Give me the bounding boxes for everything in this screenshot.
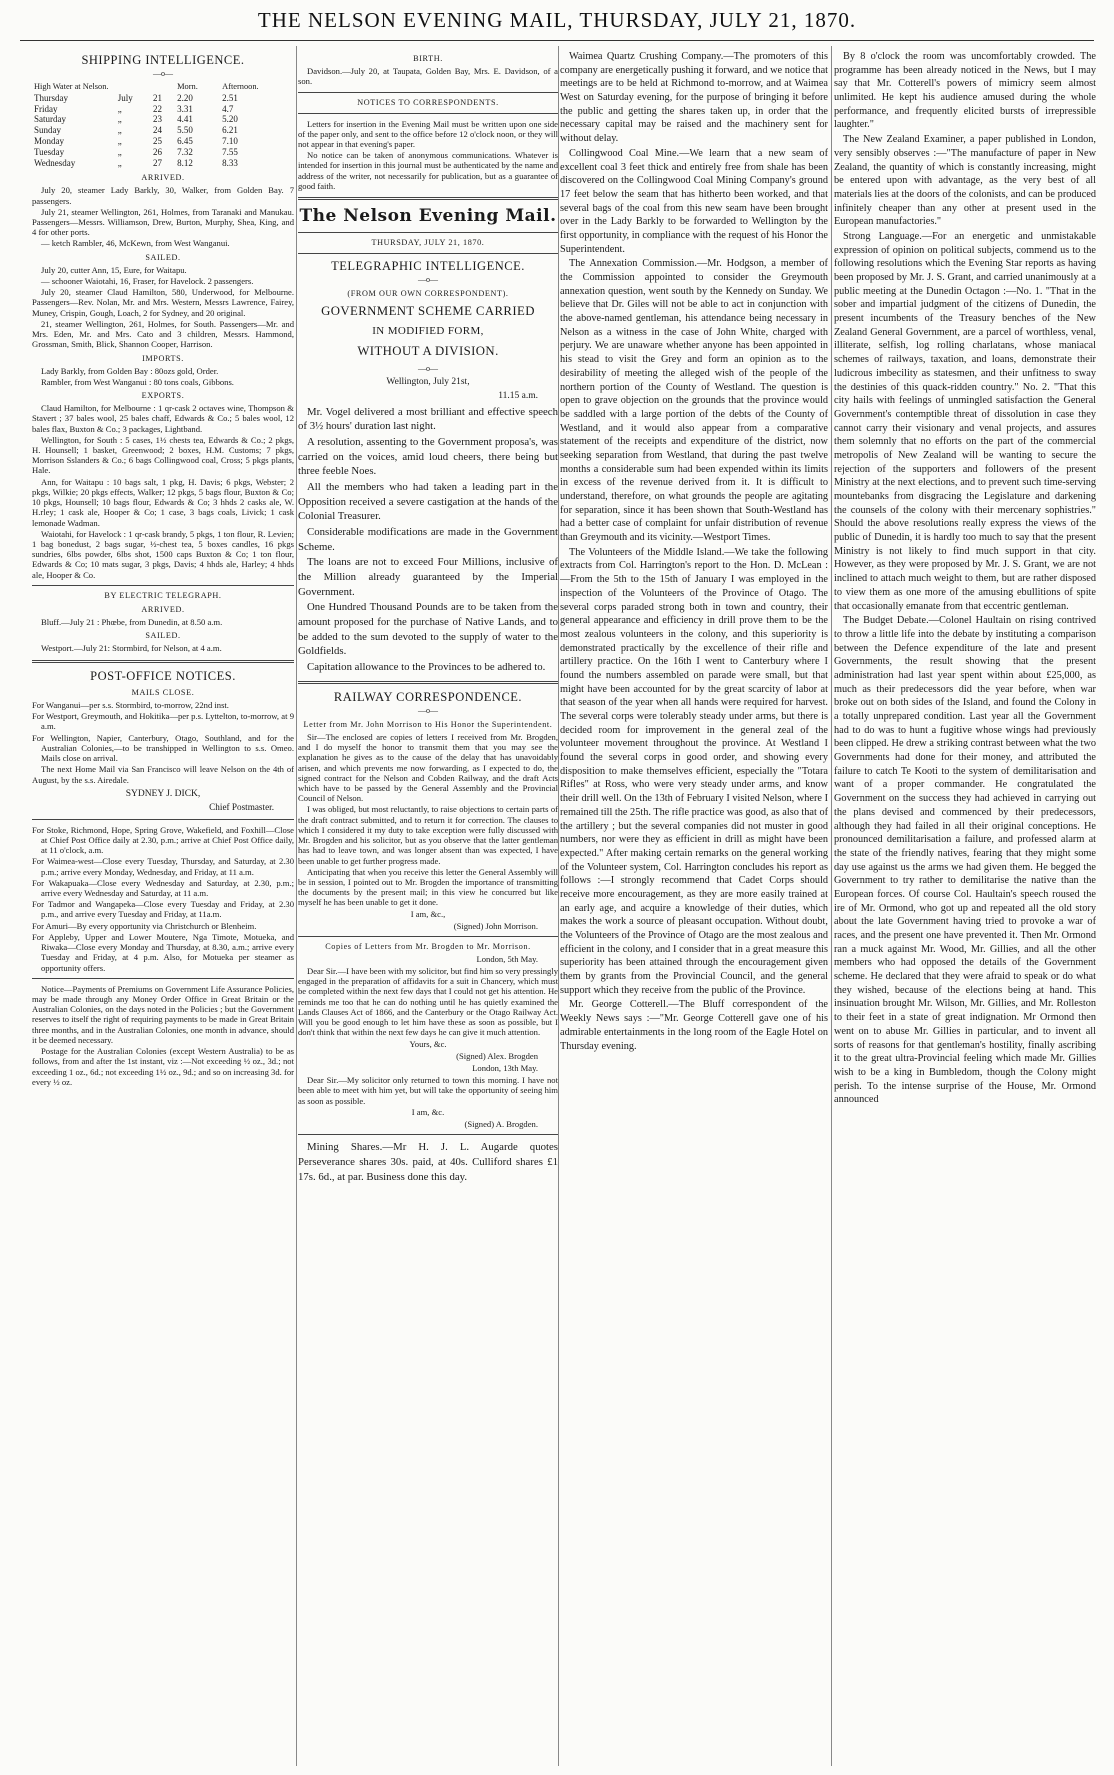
sailed-label: SAILED. (145, 252, 181, 262)
letter-closing: I am, &c., (410, 908, 446, 919)
mail-entry: For Wellington, Napier, Canterbury, Otago, Southland, and for the Australian Colonies,—to be transhipped in Wellington to s.s. Omeo. Mails close on arrival. (32, 732, 294, 764)
sailing-entry: — schooner Waiotahi, 16, Fraser, for Havelock. 2 passengers. (41, 276, 254, 286)
tide-morn: 8.12 (177, 158, 193, 169)
notice-para: No notice can be taken of anonymous communications. Whatever is intended for insertion in this journal must be authenticated by the name and address of the writer, not necessarily for publication, but as a guarantee of good faith. (298, 150, 558, 191)
letter-signature: (Signed) A. Brogden. (464, 1119, 538, 1130)
letter-closing: Yours, &c. (409, 1038, 447, 1049)
birth-label: BIRTH. (413, 54, 443, 63)
headline: IN MODIFIED FORM, (372, 325, 484, 338)
tel-sailed-label: SAILED. (145, 631, 181, 641)
tide-day: Tuesday (34, 147, 65, 158)
tide-row (32, 104, 294, 115)
tide-day: Wednesday (34, 158, 76, 169)
postmaster-name: SYDNEY J. DICK, (125, 788, 201, 799)
country-mail: For Appleby, Upper and Lower Moutere, Nga Timote, Motueka, and Riwaka—Close every Monday and Thursday, at 8.30, a.m.; arrive every Tuesday and Friday, at 4 p.m. Also, for Motueka per steamer as opportunity offers. (32, 931, 294, 973)
postmaster-title: Chief Postmaster. (209, 802, 274, 813)
country-mail: For Amuri—By every opportunity via Christchurch or Blenheim. (32, 920, 257, 931)
news-para: Collingwood Coal Mine.—We learn that a new seam of excellent coal 3 feet thick and entirely free from shale has been discovered on the Collingwood Coal Mining Company's ground 17 feet below the seam that has hitherto been worked, and that several bags of the coal from this new seam have been brought over in the Lady Barkly to be forwarded to Wellington by the first opportunity, in compliance with the request of his Honor the Superintendent. (560, 147, 828, 255)
letter-para: Dear Sir.—My solicitor only returned to town this morning. I have not been able to meet with him yet, but will take the opportunity of seeing him as soon as possible. (298, 1075, 558, 1106)
tide-afternoon: 8.33 (222, 158, 238, 169)
telegram-para: Capitation allowance to the Provinces to be adhered to. (307, 660, 546, 673)
tide-month: „ (117, 158, 122, 169)
column-divider (296, 46, 297, 1766)
letter-para: Anticipating that when you receive this letter the General Assembly will be in session, I pointed out to Mr. Brogden the importance of transmitting the documents by the present mail; in this view he concurred but like myself he has been unable to get it done. (298, 866, 558, 908)
section-rule (298, 197, 558, 200)
telegram-para: Considerable modifications are made in the Government Scheme. (298, 525, 558, 553)
mails-close-label: MAILS CLOSE. (131, 687, 195, 697)
tide-header: High Water at Nelson. (34, 82, 109, 92)
imports-label: IMPORTS. (142, 353, 184, 363)
tide-morn: 6.45 (177, 136, 193, 147)
country-mail: For Tadmor and Wangapeka—Close every Tuesday and Friday, at 2.30 p.m., and arrive every Tuesday and Friday, at 11a.m. (32, 899, 294, 920)
column-4 (834, 50, 1096, 1765)
tel-arrived-label: ARRIVED. (141, 604, 185, 614)
tide-afternoon: 4.7 (222, 103, 234, 114)
exports-label: EXPORTS. (141, 391, 185, 401)
tide-afternoon: 7.55 (222, 147, 238, 158)
tide-header: Afternoon. (222, 82, 259, 92)
section-rule (32, 585, 294, 586)
tide-morn: 7.32 (177, 147, 193, 158)
masthead-rule (20, 40, 1094, 41)
news-para: The New Zealand Examiner, a paper published in London, very sensibly observes :—"The manufacture of paper in New Zealand, the quantity of which is constantly increasing, might be entered upon with advantage, as the very best of all materials lies at the doors of the colonists, and can be produced infinitely cheaper than any other at present used in the European manufactories." (834, 134, 1096, 228)
column-1 (32, 50, 294, 1765)
column-divider (831, 46, 832, 1766)
tide-afternoon: 2.51 (222, 92, 238, 103)
export-entry: Waiotahi, for Havelock : 1 qr-cask brandy, 5 pkgs, 1 ton flour, R. Levien; 1 bag bonedust, 2 bags sugar, ½-chest tea, 5 boxes candles, 16 pkgs sundries, 6lbs powder, 6lbs shot, 1500 caps Buxton & Co; 1 ton flour, Edwards & Co; 10 mats sugar, 3 pkgs, Davis; 4 hhds ale, Harley; 4 hhds ale, Hooper & Co. (32, 528, 294, 580)
section-rule (298, 232, 558, 233)
headline: WITHOUT A DIVISION. (357, 343, 499, 358)
tide-afternoon: 7.10 (222, 136, 238, 147)
sailing-entry: July 20, cutter Ann, 15, Eure, for Waitapu. (41, 264, 187, 275)
export-entry: Ann, for Waitapu : 10 bags salt, 1 pkg, H. Davis; 6 pkgs, Webster; 2 pkgs, Wilkie; 20 pkgs effects, Walker; 12 pkgs, 5 bags flour, Buxton & Co; 10 pkgs, Hounsell; 10 bags flour, Edwards & Co; 3 hhds 2 casks ale, W. H.rley; 1 cask ale, Hooper & Co; 1 case, 3 bags coals, Livick; 1 cask lemonade Wadman. (32, 476, 294, 528)
letter-date: London, 5th May. (476, 953, 538, 964)
telegram-para: The loans are not to exceed Four Millions, inclusive of the Million already guaranteed by the Imperial Government. (298, 556, 558, 598)
tide-date: 23 (152, 114, 162, 125)
section-rule (32, 819, 294, 820)
mail-entry: For Wanganui—per s.s. Stormbird, to-morrow, 22nd inst. (32, 699, 229, 710)
tel-sailed: Westport.—July 21: Stormbird, for Nelson, at 4 a.m. (41, 643, 222, 654)
postoffice-title: POST-OFFICE NOTICES. (90, 668, 236, 683)
tide-afternoon: 6.21 (222, 125, 238, 136)
tide-date: 26 (152, 147, 162, 158)
railway-title: RAILWAY CORRESPONDENCE. (333, 689, 523, 704)
ornament: —o— (153, 69, 173, 79)
section-rule (298, 1134, 558, 1135)
tel-arrived: Bluff.—July 21 : Phœbe, from Dunedin, at 8.50 a.m. (41, 617, 223, 627)
tide-morn: 4.41 (177, 114, 193, 125)
tide-morn: 5.50 (177, 125, 193, 136)
masthead: THE NELSON EVENING MAIL, THURSDAY, JULY 21, 1870. (257, 8, 857, 32)
telegraphic-title: TELEGRAPHIC INTELLIGENCE. (331, 259, 525, 274)
telegram-para: Mr. Vogel delivered a most brilliant and effective speech of 3½ hours' duration last night. (298, 405, 558, 433)
letter-closing: I am, &c. (411, 1106, 445, 1117)
mail-entry: The next Home Mail via San Francisco will leave Nelson on the 4th of August, by the s.s. Airedale. (32, 764, 294, 785)
letter-para: Sir—The enclosed are copies of letters I received from Mr. Brogden, and I do myself the honor to transmit them that you may see the explanation he gives as to the cause of the delay that has unavoidably arisen, and which prevents me now forwarding, as I expected to do, the signed contract for the Nelson and Cobden Railway, and the draft Acts which have to be passed by the General Assembly and the Provincial Council of Nelson. (298, 731, 558, 804)
letter-para: Dear Sir.—I have been with my solicitor, but find him so very pressingly engaged in the preparation of affidavits for a suit in Chancery, which must be completed within the next few days that I could not get his attention. He reminds me too that he can do nothing until he has quietly examined the Lands Clauses Act of 1866, and the Canterbury or the Otago Railway Act. Will you be good enough to let him have these as soon as possible, but I don't think that within the next few days he can give it much attention. (298, 966, 558, 1038)
news-para: Mr. George Cotterell.—The Bluff correspondent of the Weekly News says :—"Mr. George Cotterell gave one of his admirable entertainments in the long room of the Eagle Hotel on Thursday evening. (560, 999, 828, 1052)
tide-day: Friday (34, 103, 58, 114)
section-rule (298, 681, 558, 684)
country-mail: For Wakapuaka—Close every Wednesday and Saturday, at 2.30, p.m.; arrive every Wednesday and Saturday, at 11 a.m. (32, 877, 294, 899)
section-rule (298, 92, 558, 93)
tide-month: „ (117, 147, 122, 158)
sailing-entry: July 20, steamer Claud Hamilton, 580, Underwood, for Melbourne. Passengers—Rev. Nolan, Mr. and Mrs. Western, Messrs Lawrence, Fairey, Muney, Crispin, Gough, Loach, 2 for Sydney, and 20 original. (32, 287, 294, 318)
column-3 (560, 50, 828, 1765)
tide-afternoon: 5.20 (222, 114, 238, 125)
tide-row (32, 114, 294, 125)
tide-month: „ (117, 114, 122, 125)
own-correspondent: (FROM OUR OWN CORRESPONDENT). (347, 289, 509, 299)
telegram-para: A resolution, assenting to the Government proposa's, was carried on the voices, amid loud cheers, there being but three feeble Noes. (298, 435, 558, 478)
tide-month: „ (117, 125, 122, 136)
tide-date: 24 (152, 125, 162, 136)
tide-row (32, 136, 294, 147)
tide-date: 22 (152, 103, 162, 114)
country-mail: For Waimea-west—Close every Tuesday, Thursday, and Saturday, at 2.30 p.m.; arrive every Monday, Wednesday, and Friday, at 11 a.m. (32, 856, 294, 877)
tide-date: 25 (152, 136, 162, 147)
news-para: The Budget Debate.—Colonel Haultain on rising contrived to throw a little life into the debate by instituting a comparison between the Defence expenditure of the late and present Governments, the result showing that the present administration had last year spent within about £25,000, as much as their predecessors did the year before, when war broke out on both sides of the Island, and found the Colony in a totally unprepared condition. Last year all the Government had to do was to hunt a fugitive whose wings had previously been clipped. He drew a striking contrast between what the two Governments had done for their money, and attributed the failure to catch Te Kooti to the system of demilitarisation and want of a proper commander. He congratulated the Government on the success they had achieved in carrying out the plans devised and commenced by their predecessors, although they had failed in all their original conceptions. He pronounced demilitarisation a failure, and professed alarm at the state of the friendly natives, fearing that they might some day use against us the arms we had given them. He begged the Government to try rather to demilitarise the native than the European forces. Of course Col. Haultain's speech roused the ire of Mr. Ormond, who got up and repeated all the old story about the late Government having tried to provoke a war of races, and the present one have prevented it. Then Mr. Ormond ran a muck against Mr. Wood, Mr. Gillies, and all the other members who had opposed the details of the Government scheme. He declared that they were afraid to speak or do what they wished, because of the elections being at hand. This insinuation brought Mr. Wilson, Mr. Gillies, and Mr. Rolleston to their feet in a state of great indignation. Mr Ormond then went on to abuse Mr. Gillies in particular, and to invent all sorts of reasons for that gentleman's hostility, finally ascribing it to the great ultra-Provincial feeling which made Mr. Gillies wish to be a king in Bumbledom, though the Colony might perish. To the intense surprise of the House, Mr. Ormond announced (834, 615, 1096, 1106)
tide-month: „ (117, 136, 122, 147)
dateline: THURSDAY, JULY 21, 1870. (371, 238, 485, 248)
import-entry: Lady Barkly, from Golden Bay : 80ozs gold, Order. (41, 365, 219, 376)
tide-day: Sunday (34, 125, 61, 136)
headline: GOVERNMENT SCHEME CARRIED (321, 304, 535, 319)
tide-date: 21 (152, 92, 162, 103)
news-para: The Volunteers of the Middle Island.—We take the following extracts from Col. Harrington's report to the Hon. D. McLean :—From the 5th to the 15th of January I was employed in the inspection of the Volunteers of the Province of Otago. The several corps paraded strong both in town and country, their general appearance and efficiency in drill prove them to be the most zealous volunteers in the colony, and this superiority is demonstrated practically by the excellence of their rifle and artillery practice. On the 16th I went to Canterbury where I found the numbers assembled on parade were small, but that might have been accounted for by the great scarcity of labor at that season of the year when all hands were required for harvest. The several corps were tolerably steady under arms, but there is decided room for improvement in the general zeal of the volunteer movement throughout the province. At Westland I found the several corps in good order, and showing every disposition to make themselves efficient, especially the "Totara Rifles" at Ross, who were very steady under arms, and know their drill well. On the 13th of February I visited Nelson, where I remained till the 25th. The rifle practice was good, as also that of the artillery ; but the several companies did not muster in good numbers, nor were they as efficient in drill as might have been expected." After making certain remarks on the general working of the Volunteer system, Col. Harrington concludes his report as follows :—I strongly recommend that Cadet Corps should receive more encouragement, as they are more easily trained at an early age, and acquire a knowledge of their duties, which makes the work a source of pleasant occupation. Without doubt, the Volunteers of the Province of Otago are the most zealous and efficient in the colony, and I consider that in a great measure this superiority has been attained through the encouragement given them by grants from the Provincial Council, and the general support which they receive from the public of the Province. (560, 546, 828, 996)
arrival-entry: July 20, steamer Lady Barkly, 30, Walker, from Golden Bay. 7 passengers. (32, 185, 294, 206)
assurance-notice: Notice—Payments of Premiums on Government Life Assurance Policies, may be made through any Money Order Office in Great Britain or the Australian Colonies, on the days noted in the Policies ; but the Government reserves to itself the right of requiring payments to be made in Great Britain three months, and in the Australian Colonies, one month in advance, should it be deemed necessary. (32, 983, 294, 1045)
sailing-entry: 21, steamer Wellington, 261, Holmes, for South. Passengers—Mr. and Mrs. Eden, Mr. and Mrs. Cato and 3 children, Messrs. Hammond, Grossman, Smith, Blick, Shannon Cooper, Harrison. (32, 318, 294, 350)
tide-row (32, 147, 294, 158)
arrival-entry: July 21, steamer Wellington, 261, Holmes, from Taranaki and Manukau. Passengers—Messrs. Williamson, Drew, Burton, Murphy, Shea, King, and 4 for other ports. (32, 206, 294, 238)
place: Wellington, July 21st, (386, 377, 470, 388)
section-rule (298, 936, 558, 937)
section-rule (32, 660, 294, 663)
tide-header: Morn. (177, 82, 198, 92)
tide-day: Thursday (34, 92, 68, 103)
arrival-entry: — ketch Rambler, 46, McKewn, from West Wanganui. (41, 238, 230, 249)
mining-shares: Mining Shares.—Mr H. J. L. Augarde quotes Perseverance shares 30s. paid, at 40s. Culliford shares £1 17s. 6d., at par. Business done this day. (298, 1141, 558, 1183)
section-rule (298, 253, 558, 254)
telegram-para: All the members who had taken a leading part in the Opposition received a severe castigation at the hands of the Colonial Treasurer. (298, 480, 558, 523)
mail-entry: For Westport, Greymouth, and Hokitika—per p.s. Lyttelton, to-morrow, at 9 a.m. (32, 711, 294, 732)
news-para: Waimea Quartz Crushing Company.—The promoters of this company are energetically pushing it forward, and we notice that meetings are to be held at Richmond to-morrow, and at Waimea West on Saturday evening, for the purpose of bringing it before the public and getting the shares taken up, in order that the necessary capital may be raised and the machinery sent for without delay. (560, 51, 828, 145)
country-mail: For Stoke, Richmond, Hope, Spring Grove, Wakefield, and Foxhill—Close at Chief Post Office daily at 2.30, p.m.; arrive at Chief Post Office daily, at 11 o'clock, a.m. (32, 824, 294, 856)
tide-day: Monday (34, 136, 64, 147)
tide-row (32, 93, 294, 104)
tide-date: 27 (152, 158, 162, 169)
export-entry: Wellington, for South : 5 cases, 1½ chests tea, Edwards & Co.; 2 pkgs, H. Hounsell; 1 basket, Greenwood; 2 boxes, H.M. Customs; 7 pkgs, Morrison Sslanders & Co.; 6 bags Collingwood coal, Cross; 5 pkgs plants, Hale. (32, 434, 294, 476)
ornament: —o— (418, 364, 438, 374)
letter-signature: (Signed) John Morrison. (453, 920, 538, 931)
telegraph-title: BY ELECTRIC TELEGRAPH. (104, 590, 222, 600)
letter-from: Letter from Mr. John Morrison to His Honor the Superintendent. (303, 719, 553, 729)
news-para: Strong Language.—For an energetic and unmistakable expression of opinion on political subjects, commend us to the following resolutions which the Evening Star reports as having been proposed by Mr. J. S. Grant, and carried unanimously at a public meeting at the Dunedin Octagon :—No. 1. "That in the sober and impartial judgment of the citizens of Dunedin, the present incumbents of the Treasury benches of the New Zealand General Government, are a parcel of worthless, venal, illiterate, selfish, log rolling charlatans, whose maniacal schemes of railways, taxation, and loans, demonstrate their ludicrous imbecility as statesmen, and their unfitness to sway the destinies of this quack-ridden country." No. 2. "That this city hails with feelings of unmingled satisfaction the General Government's contemptible threat of dissolution in case they cannot carry their visionary and venal projects, and assures them solemnly that no efforts on the part of the commercial metropolis of New Zealand will be wanting to secure the rejection of the supporters and followers of the present Ministry at the next elections, and to prevent such time-serving mountebanks from disgracing the Legislature and darkening the counsels of the colony with their mercenary sophistries." Should the above resolutions really express the views of the public of Dunedin, it is hardly too much to say that the present Ministry is not likely to find much support in that city. However, as they were proposed by Mr. J. S. Grant, we are not inclined to attach much weight to them, but are rather disposed to view them as one more of the amusing ebullitions of spite that occasionally emanate from that eccentric gentleman. (834, 230, 1096, 612)
news-para: By 8 o'clock the room was uncomfortably crowded. The programme has been already noticed in the News, but I may say that Mr. Cotterell's powers of mimicry seem almost unlimited. He kept his audience amused during the whole performance, and frequently elicited bursts of irrepressible laughter." (834, 51, 1096, 131)
notices-title: NOTICES TO CORRESPONDENTS. (357, 97, 499, 107)
import-entry: Rambler, from West Wanganui : 80 tons coals, Gibbons. (41, 376, 234, 387)
tide-header-row (32, 82, 294, 92)
birth-notice: Davidson.—July 20, at Taupata, Golden Bay, Mrs. E. Davidson, of a son. (298, 66, 558, 87)
letter-para: I was obliged, but most reluctantly, to raise objections to certain parts of the draft contract submitted, and to return it for correction. The clauses to which I considered it my duty to take exception were fully discussed with Mr. Brogden and his solicitor, but as you observe that the latter gentleman has had to leave town, and was longer absent than was expected, I have been unable to get further progress made. (298, 804, 558, 866)
tide-morn: 3.31 (177, 103, 193, 114)
letter-signature: (Signed) Alex. Brogden (456, 1050, 538, 1061)
ornament: —o— (418, 706, 438, 716)
copies-label: Copies of Letters from Mr. Brogden to Mr. Morrison. (325, 942, 531, 952)
tide-row (32, 158, 294, 169)
time: 11.15 a.m. (498, 390, 538, 401)
arrived-label: ARRIVED. (141, 173, 185, 183)
tide-row (32, 125, 294, 136)
paper-title: The Nelson Evening Mail. (299, 206, 557, 227)
column-divider (558, 46, 559, 1766)
notice-para: Letters for insertion in the Evening Mail must be written upon one side of the paper only, and sent to the office before 12 o'clock noon, or they will not appear in that evening's paper. (298, 118, 558, 150)
tide-month: „ (117, 103, 122, 114)
tide-month: July (117, 92, 133, 103)
news-para: The Annexation Commission.—Mr. Hodgson, a member of the Commission appointed to consider the Greymouth annexation question, went south by the Kennedy on Sunday. We believe that Dr. Giles will not be able to act in conjunction with the above-named gentleman, his attendance being necessary in Nelson as a witness in the case of John White, charged with perjury. We are unaware whether anyone has been appointed in his stead to visit the Grey and form an opinion as to the desirability of meeting the alleged wish of the people of the northern portion of the County of Westland. The question is open to grave objection on the grounds that the province would be saddled with a large portion of the debts of the County of Westland, and it would also appear from a comparative statement of the receipts and expenditure of the district, now seeking separation from Westland, that during the past twelve months a considerable sum had been expended within its limits in excess of the revenue derived from it. It is difficult to understand, therefore, on what grounds the people are agitating for separation, since it has been shown that South-Westland has had a better case of complaint for unfair distribution of revenue than Greymouth and its vicinity.—Westport Times. (560, 258, 828, 544)
tide-table (32, 82, 294, 169)
letter-date: London, 13th May. (472, 1063, 538, 1074)
telegram-para: One Hundred Thousand Pounds are to be taken from the amount proposed for the purchase of Native Lands, and to be added to the sum devoted to the supply of water to the Goldfields. (298, 601, 558, 658)
postage-notice: Postage for the Australian Colonies (except Western Australia) to be as follows, from and after the 1st instant, viz :—Not exceeding ½ oz., 3d.; not exceeding 1 oz., 6d.; not exceeding 1½ oz., 9d.; and so on increasing 3d. for every ½ oz. (32, 1046, 294, 1087)
section-rule (32, 978, 294, 979)
tide-day: Saturday (34, 114, 66, 125)
column-2 (298, 50, 558, 1765)
section-rule (298, 113, 558, 114)
ornament: —o— (418, 275, 438, 285)
shipping-title: SHIPPING INTELLIGENCE. (81, 53, 245, 67)
export-entry: Claud Hamilton, for Melbourne : 1 qr-cask 2 octaves wine, Thompson & Stavert ; 37 bales wool, 25 bales chaff, Edwards & Co.; 5 bales wool, 12 bales flax, Buxton & Co.; 3 packages, Lightband. (32, 403, 294, 434)
tide-morn: 2.20 (177, 92, 193, 103)
